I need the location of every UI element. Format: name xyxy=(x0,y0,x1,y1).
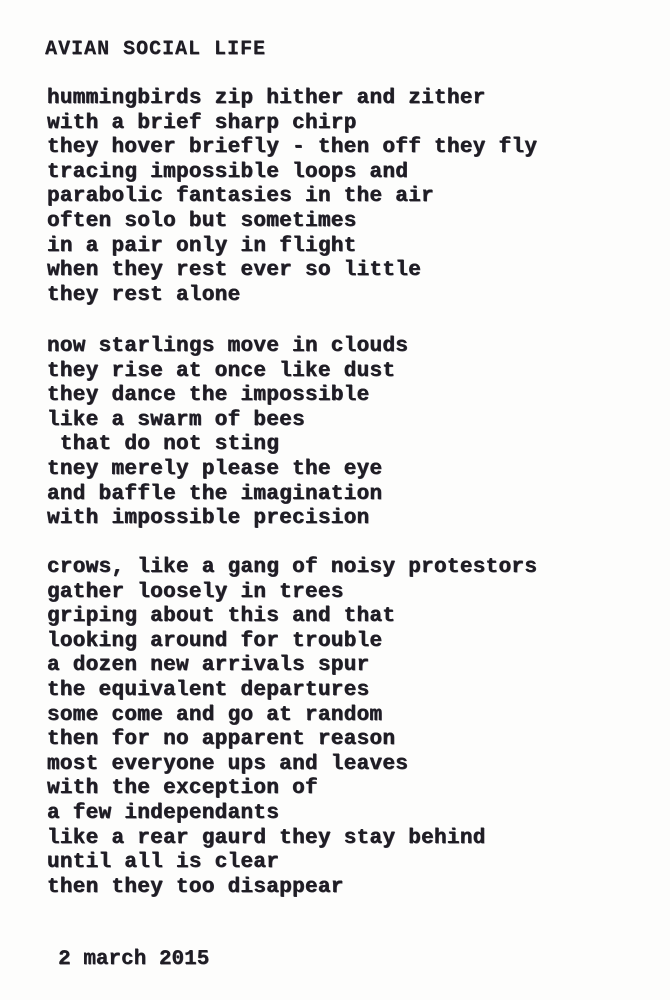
poem-line: most everyone ups and leaves xyxy=(47,752,409,776)
poem-date: 2 march 2015 xyxy=(58,948,210,971)
poem-line: with a brief sharp chirp xyxy=(47,111,357,135)
poem-line: they dance the impossible xyxy=(47,384,370,408)
poem-line: a few independants xyxy=(47,801,280,825)
poem-line: like a rear gaurd they stay behind xyxy=(47,826,486,850)
stanza-1 xyxy=(47,87,537,308)
poem-line: crows, like a gang of noisy protestors xyxy=(47,556,538,579)
poem-line: looking around for trouble xyxy=(47,629,383,653)
poem-line: gather loosely in trees xyxy=(47,580,344,604)
poem-line: some come and go at random xyxy=(47,703,383,727)
poem-title: AVIAN SOCIAL LIFE xyxy=(45,38,267,61)
poem-line: with impossible precision xyxy=(47,507,370,531)
poem-line: they rest alone xyxy=(47,283,241,307)
poem-line: parabolic fantasies in the air xyxy=(47,185,435,209)
poem-line: tracing impossible loops and xyxy=(47,160,409,184)
poem-line: tney merely please the eye xyxy=(47,457,383,481)
stanza-2 xyxy=(47,335,408,532)
poem-line: like a swarm of bees xyxy=(47,408,306,432)
poem-line: with the exception of xyxy=(47,777,318,801)
poem-line: a dozen new arrivals spur xyxy=(47,654,370,678)
poem-line: they rise at once like dust xyxy=(47,359,396,383)
poem-line: that do not sting xyxy=(47,433,280,457)
poem-line: griping about this and that xyxy=(47,605,396,629)
poem-line: hummingbirds zip hither and zither xyxy=(47,87,486,110)
stanza-3 xyxy=(47,556,537,900)
poem-line: then they too disappear xyxy=(47,875,344,899)
poem-line: now starlings move in clouds xyxy=(47,335,409,358)
poem-line: until all is clear xyxy=(47,851,280,875)
poem-line: in a pair only in flight xyxy=(47,234,357,258)
poem-line: then for no apparent reason xyxy=(47,728,396,752)
poem-line: the equivalent departures xyxy=(47,678,370,702)
poem-line: they hover briefly - then off they fly xyxy=(47,136,538,160)
poem-line: when they rest ever so little xyxy=(47,259,422,283)
poem-line: and baffle the imagination xyxy=(47,482,383,506)
poem-line: often solo but sometimes xyxy=(47,209,357,233)
